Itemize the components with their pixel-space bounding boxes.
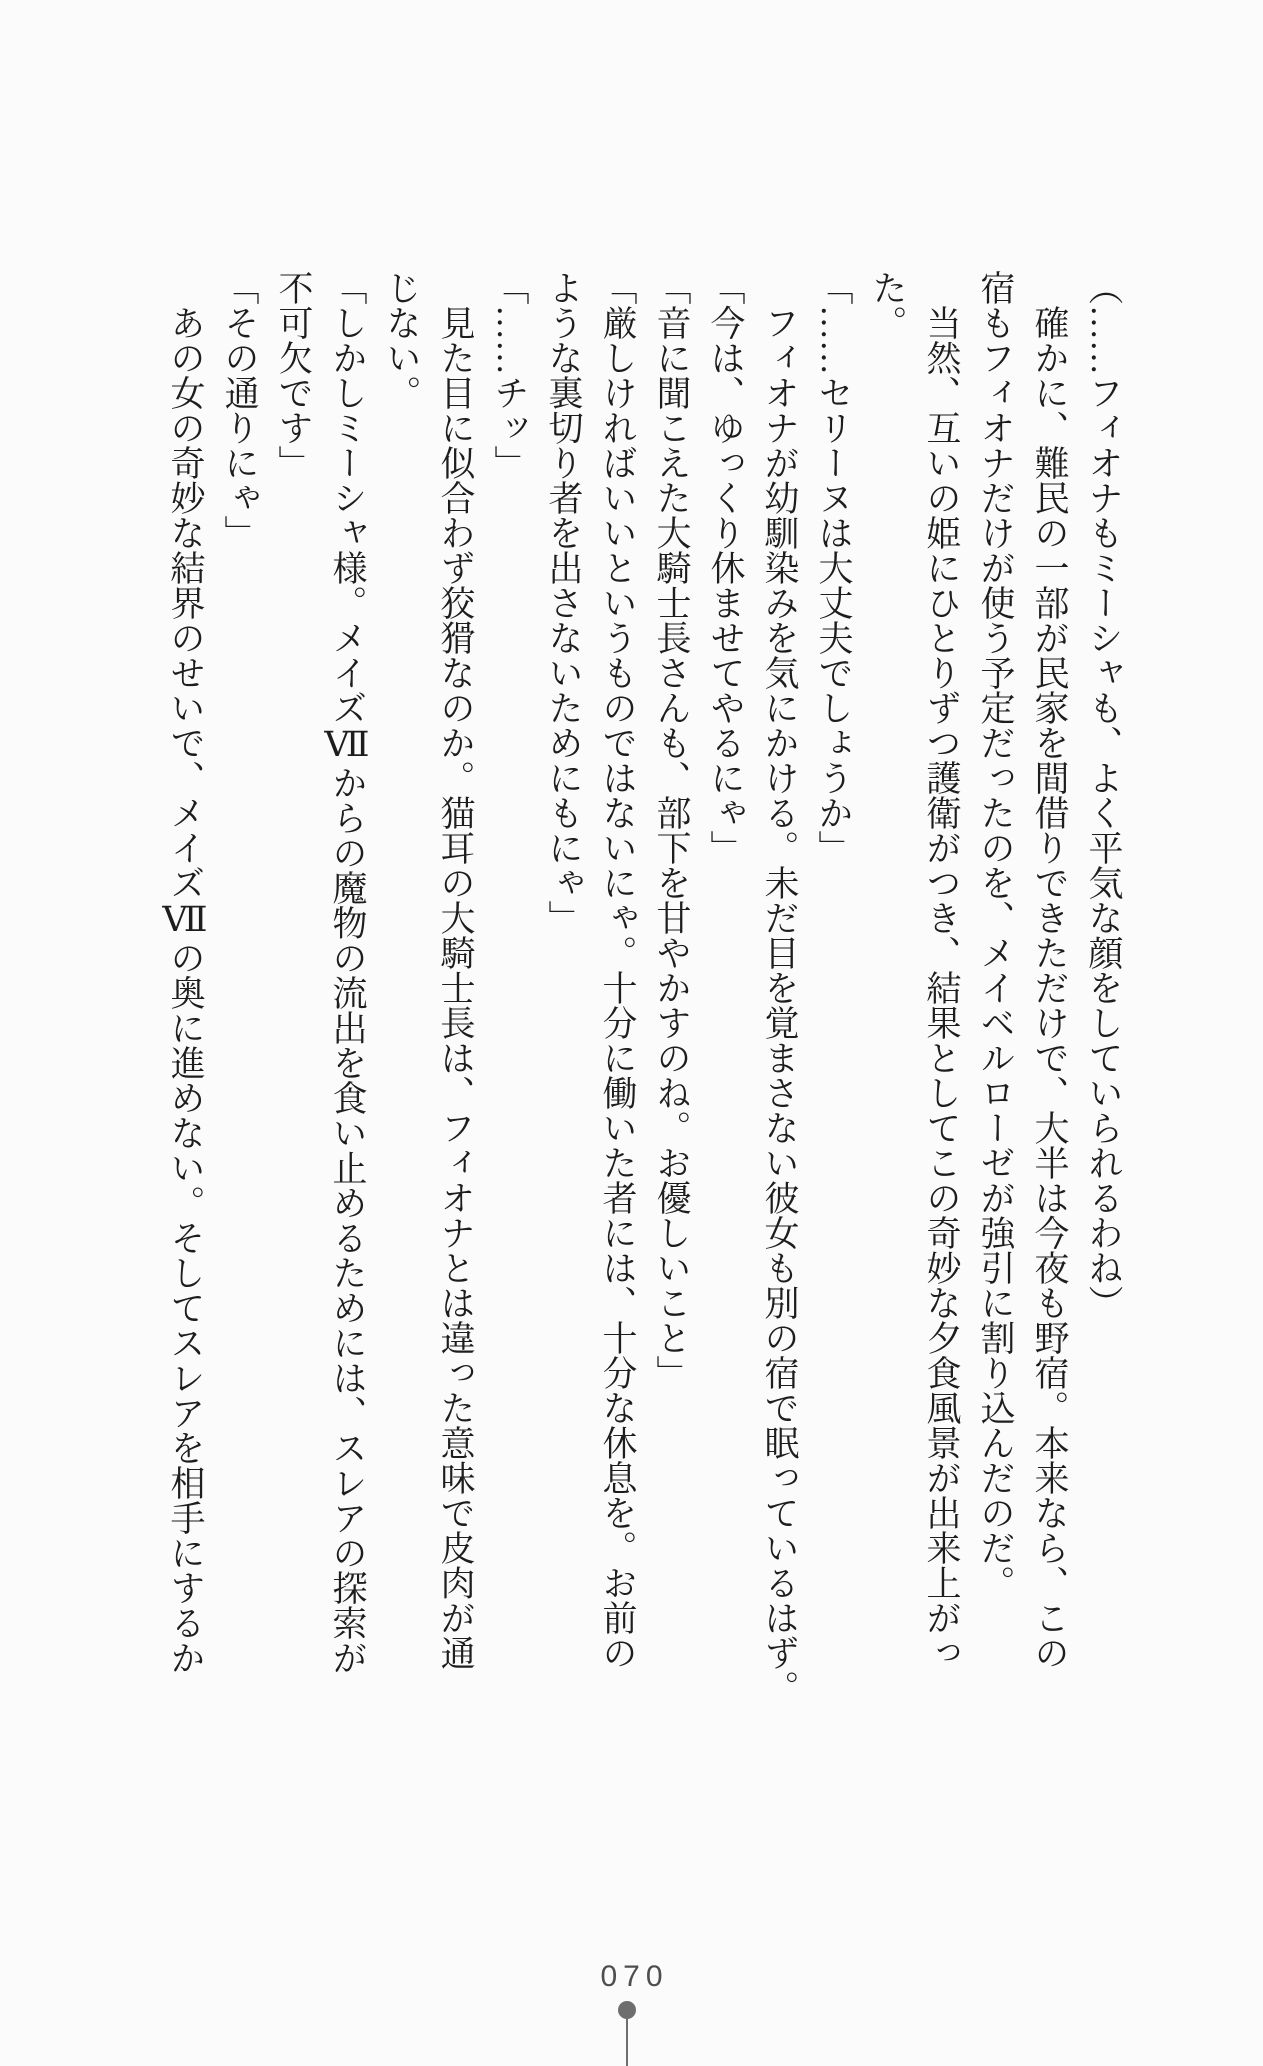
text-column: 不可欠です」: [274, 270, 313, 480]
page-number: 070: [600, 1960, 669, 1993]
text-column: た。: [868, 270, 907, 340]
text-column: 見た目に似合わず狡猾なのか。猫耳の大騎士長は、フィオナとは違った意味で皮肉が通: [436, 270, 475, 1670]
text-column: フィオナが幼馴染みを気にかける。未だ目を覚まさない彼女も別の宿で眠っているはず。: [760, 270, 799, 1705]
text-column: ような裏切り者を出さないためにもにゃ」: [544, 270, 583, 935]
text-column: 「しかしミーシャ様。メイズⅦからの魔物の流出を食い止めるためには、スレアの探索が: [328, 270, 367, 1675]
text-column: 「その通りにゃ」: [220, 270, 259, 550]
text-column: あの女の奇妙な結界のせいで、メイズⅦの奥に進めない。そしてスレアを相手にするか: [166, 270, 205, 1675]
vertical-text-block: [158, 270, 1130, 1720]
text-column: 宿もフィオナだけが使う予定だったのを、メイベルローゼが強引に割り込んだのだ。: [976, 270, 1015, 1600]
text-column: 「厳しければいいというものではないにゃ。十分に働いた者には、十分な休息を。お前の: [598, 270, 637, 1670]
text-column: じない。: [382, 270, 421, 410]
text-column: 「……セリーヌは大丈夫でしょうか」: [814, 270, 853, 865]
text-column: （……フィオナもミーシャも、よく平気な顔をしていられるわね）: [1084, 270, 1123, 1320]
text-column: 「……チッ」: [490, 270, 529, 480]
footer-ornament-line: [626, 2016, 628, 2066]
text-column: 「音に聞こえた大騎士長さんも、部下を甘やかすのね。お優しいこと」: [652, 270, 691, 1390]
text-column: 確かに、難民の一部が民家を間借りできただけで、大半は今夜も野宿。本来なら、この: [1030, 270, 1069, 1670]
text-column: 当然、互いの姫にひとりずつ護衛がつき、結果としてこの奇妙な夕食風景が出来上がっ: [922, 270, 961, 1670]
text-column: 「今は、ゆっくり休ませてやるにゃ」: [706, 270, 745, 865]
